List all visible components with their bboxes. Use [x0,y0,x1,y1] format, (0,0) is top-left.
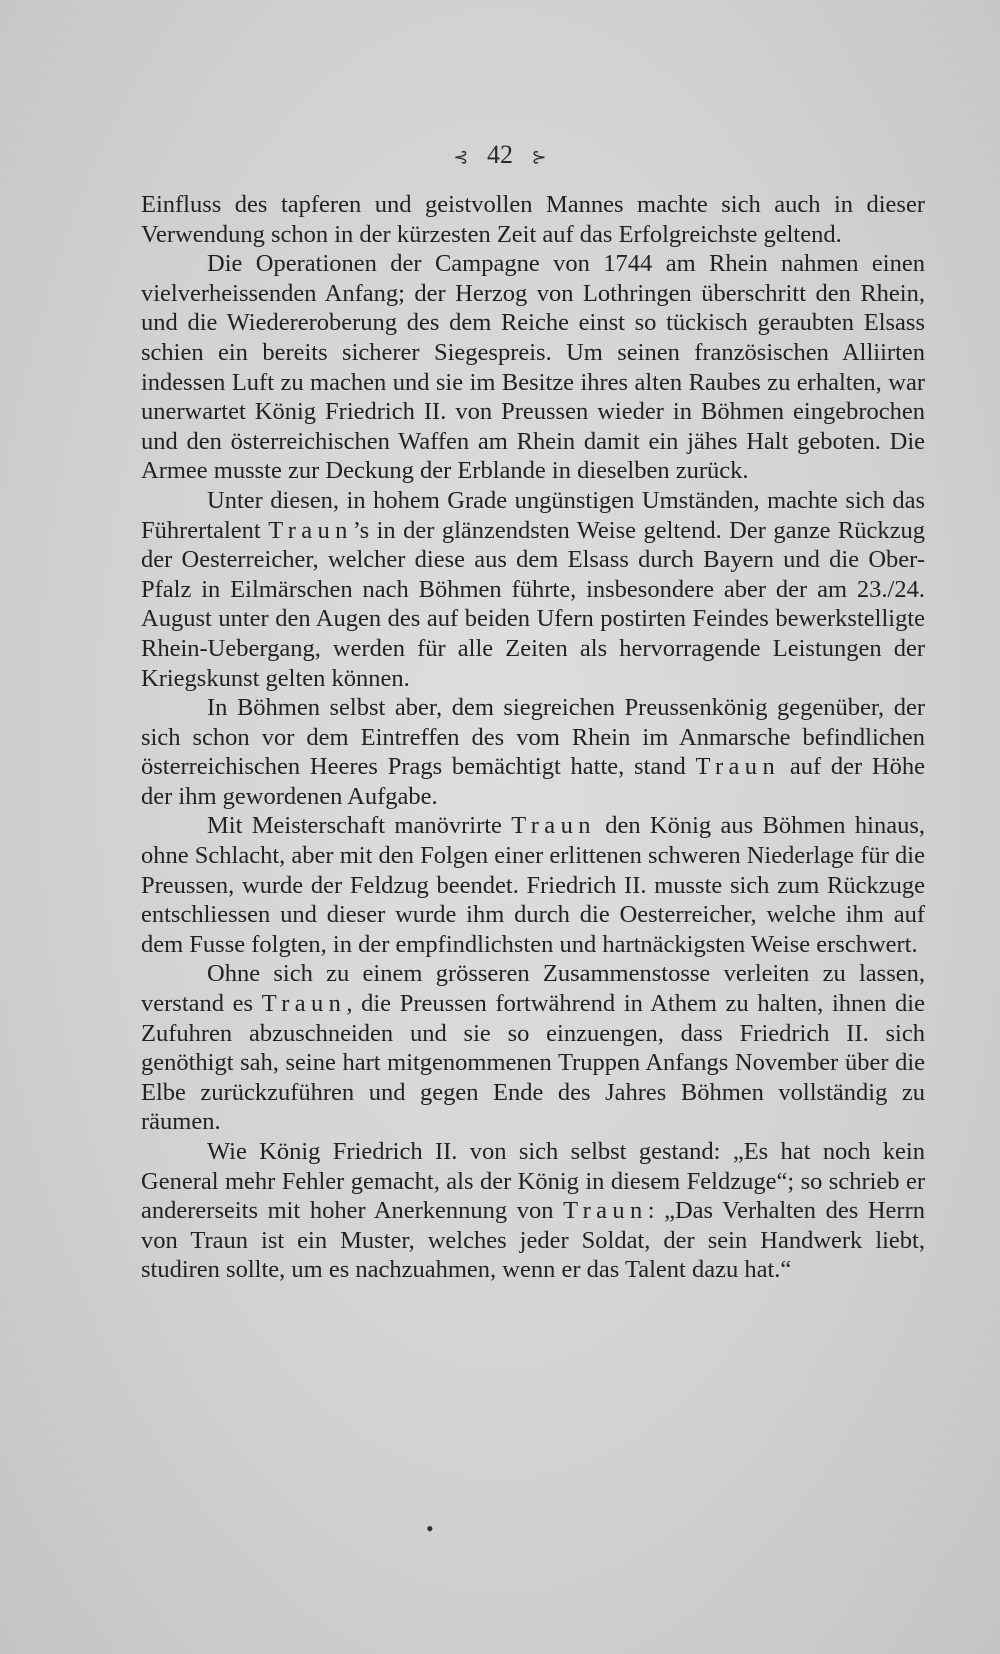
paragraph-text: In Böhmen selbst aber, dem siegreichen Preussenkönig gegenüber, der sich schon vor dem Eintreffen des vom Rhein im Anmarsche befindlichen österreichischen Heeres Prags bemächtigt hatte, stand [141,694,925,781]
name-traun: Traun [261,990,347,1018]
paragraph-2 [141,249,925,486]
paragraph-text: Die Operationen der Campagne von 1744 am Rhein nahmen einen vielverheissenden Anfang; der Herzog von Lothringen überschritt den Rhein, und die Wiedereroberung des dem Reiche einst so tückisch geraubten Elsass schien ein bereits sicherer Siegespreis. Um seinen französischen Alliirten indessen Luft zu machen und sie im Besitze ihres alten Raubes zu erhalten, war unerwartet König Friedrich II. von Preussen wieder in Böhmen eingebrochen und den österreichischen Waffen am Rhein damit ein jähes Halt geboten. Die Armee musste zur Deckung der Erblande in dieselben zurück. [141,250,925,485]
paragraph-1 [141,190,925,249]
name-traun: Traun [563,1197,648,1225]
paragraph-text: ’s in der glänzendsten Weise geltend. Der ganze Rückzug der Oesterreicher, welcher diese aus dem Elsass durch Bayern und die Ober-Pfalz in Eilmärschen nach Böhmen führte, insbesondere aber der am 23./24. August unter den Augen des auf beiden Ufern postirten Feindes bewerkstelligte Rhein-Uebergang, werden für alle Zeiten als hervorragende Leistungen der Kriegskunst gelten können. [141,516,925,692]
paragraph-text: Ohne sich zu einem grösseren Zusammenstosse verleiten zu lassen, verstand es [141,960,925,1018]
body-text [141,190,925,1285]
paragraph-5 [141,811,925,959]
paragraph-6 [141,959,925,1137]
paragraph-text: : „Das Verhalten des Herrn von Traun ist ein Muster, welches jeder Soldat, der sein Handwerk liebt, studiren sollte, um es nachzuahmen, wenn er das Talent dazu hat.“ [141,1197,925,1284]
paragraph-text: den König aus Böhmen hinaus, ohne Schlacht, aber mit den Folgen einer erlittenen schweren Niederlage für die Preussen, wurde der Feldzug beendet. Friedrich II. musste sich zum Rückzuge entschliessen und dieser wurde ihm durch die Oesterreicher, welche ihm auf dem Fusse folgten, in der empfindlichsten und hartnäckigsten Weise erschwert. [141,812,925,958]
page-number: 42 [487,140,513,169]
name-traun: Traun [695,753,781,781]
footer-mark: • [426,1516,434,1541]
paragraph-text: Wie König Friedrich II. von sich selbst gestand: „Es hat noch kein General mehr Fehler gemacht, als der König in diesem Feldzuge“; so schrieb er andererseits mit hoher Anerkennung von [141,1138,925,1225]
paragraph-text: , die Preussen fortwährend in Athem zu halten, ihnen die Zufuhren abzuschneiden und sie so einzuengen, dass Friedrich II. sich genöthigt sah, seine hart mitgenommenen Truppen Anfangs November über die Elbe zurückzuführen und gegen Ende des Jahres Böhmen vollständig zu räumen. [141,990,925,1136]
paragraph-4 [141,693,925,811]
ornament-left-icon: ⊰ [453,146,469,167]
name-traun: Traun [511,812,596,840]
paragraph-text: auf der Höhe der ihm gewordenen Aufgabe. [141,753,926,810]
page-header [0,140,1000,170]
paragraph-3 [141,486,925,693]
paragraph-text: Mit Meisterschaft manövrirte [207,812,512,840]
paragraph-text: Einfluss des tapferen und geistvollen Mannes machte sich auch in dieser Verwendung schon in der kürzesten Zeit auf das Erfolgreichste geltend. [141,191,925,248]
ornament-right-icon: ⊱ [531,146,547,167]
name-traun: Traun [268,516,353,544]
paragraph-text: Unter diesen, in hohem Grade ungünstigen Umständen, machte sich das Führertalent [141,486,925,544]
paragraph-7 [141,1137,925,1285]
